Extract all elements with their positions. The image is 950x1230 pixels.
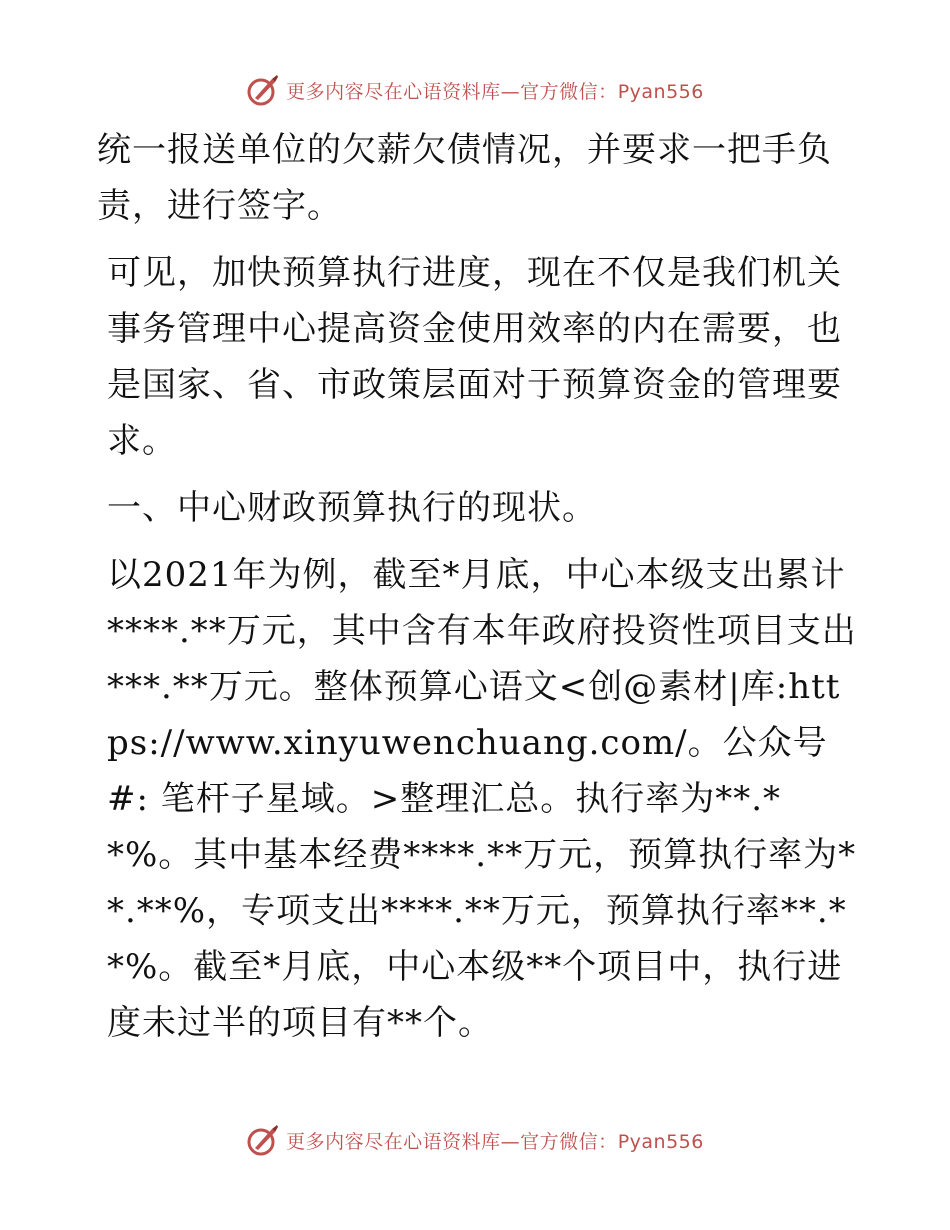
paragraph: 统一报送单位的欠薪欠债情况，并要求一把手负责，进行签字。: [97, 130, 832, 226]
paragraph: 可见，加快预算执行进度，现在不仅是我们机关事务管理中心提高资金使用效率的内在需要，也是国家、省、市政策层面对于预算资金的管理要求。: [107, 253, 842, 461]
banner-text: 更多内容尽在心语资料库—官方微信：Pyan556: [286, 1130, 704, 1153]
paragraph: 以2021年为例，截至*月底，中心本级支出累计****.**万元，其中含有本年政府投资性项目支出***.**万元。整体预算心语文<创@素材|库:https://www.xinyuwenchuang.com/。公众号#: 笔杆子星域。>整理汇总。执行率为**.**%。其中基本经费****.**万元，预算执行率为**.**%，专项支出****.**万元，预算执行率**.**%。截至*月底，中心本级**个项目中，执行进度未过半的项目有**个。: [107, 555, 857, 1043]
section-heading: 一、中心财政预算执行的现状。: [107, 488, 597, 528]
banner-text: 更多内容尽在心语资料库—官方微信：Pyan556: [286, 80, 704, 103]
footer-banner: [0, 1120, 950, 1160]
quill-logo-icon: [246, 73, 280, 107]
quill-logo-icon: [246, 1123, 280, 1157]
header-banner: [0, 70, 950, 110]
document-body: [97, 122, 857, 1051]
